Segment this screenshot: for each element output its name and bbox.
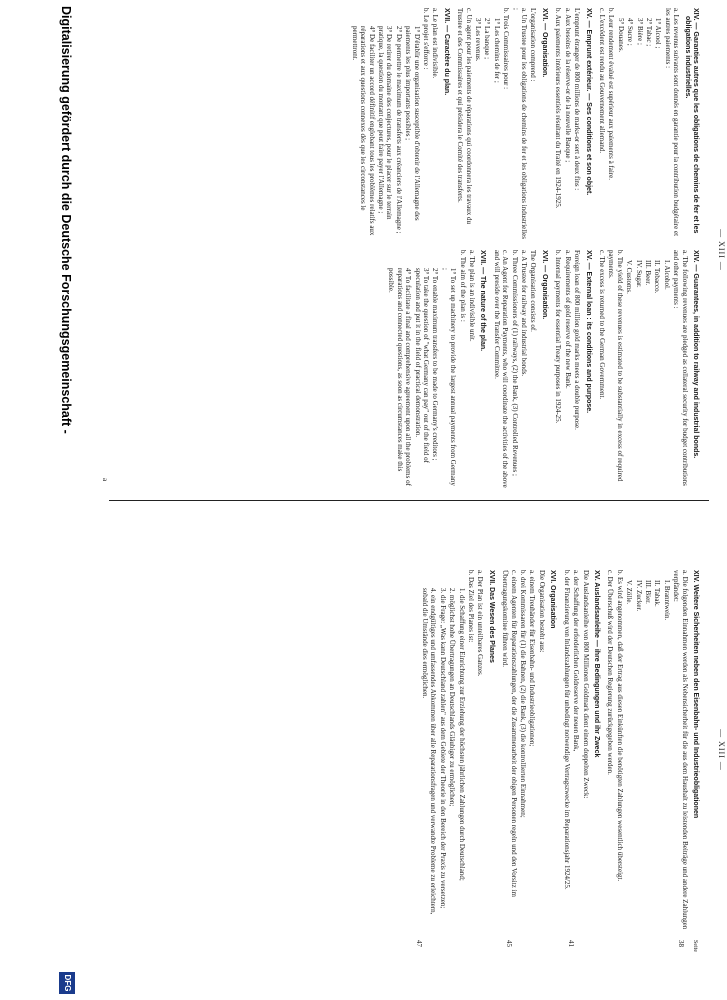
en-heading-14: XIV. — Guarantees, in addition to railway and industrial bonds. (692, 250, 699, 459)
fr-para: 4° Sucre ; (626, 18, 635, 46)
de-para: c. Der Überschuß wird der Deutschen Regierung zurückgegeben werden. (606, 570, 615, 775)
upper-half-fr-en (87, 0, 727, 500)
en-para: b. Internal payments for essential Treaty purposes in 1924-25. (554, 250, 563, 424)
fr-para: 3° De retirer du domaine des conjectures, pour le placer sur le terrain pratique, la question du montant que peut faire payer l'Allemagne ; (377, 26, 394, 220)
de-para: III. Bier. (643, 580, 652, 604)
page-reference-column (415, 940, 699, 990)
en-para: 2° To enable maximum transfers to be made to Germany's creditors ; (431, 268, 440, 461)
de-section-14 (606, 570, 699, 930)
de-section-16 (501, 570, 556, 930)
fr-para: 3° Bière ; (635, 18, 644, 45)
en-para: 3° To take the question of "what Germany can pay" out of the field of speculation and put it in the field of practical demonstration. (413, 268, 431, 463)
dfg-logo-icon: DFG (59, 972, 75, 994)
en-heading-16: XVI. — Organisation. (540, 250, 548, 320)
de-heading-17: XVII. Das Wesen des Planes (487, 570, 495, 663)
fr-para: L'organisation comprend : (529, 8, 538, 82)
fr-heading-17: XVII. — Caractère du plan. (442, 8, 450, 96)
fr-para: b. Leur rendement évalué est supérieur aux paiements à faire. (607, 8, 616, 181)
fr-section-15 (554, 8, 592, 240)
de-para: 3. die Frage: „Was kann Deutschland zahlen" aus dem Gebiete der Theorie in den Bereich der Praxis zu versetzen; (438, 588, 447, 909)
de-para: a. Die folgenden Einnahmen werden als Nebensicherheit für die aus dem Haushalt zu leistenden Beiträge und andere Zahlungen verpfändet: (672, 570, 689, 930)
en-section-15 (554, 250, 592, 488)
fr-para: a. Aux besoins de la réserve-or de la nouvelle Banque ; (563, 8, 572, 163)
de-para: a. einem Treuhänder für Eisenbahn- und Industrieobligationen; (528, 570, 537, 747)
en-para: c. The excess is returned to the German Government. (597, 250, 606, 400)
fr-section-14 (598, 8, 699, 240)
en-para: a. A Trustee for railway and industrial bonds. (520, 250, 529, 377)
fr-para: 4° De faciliter un accord définitif englobant tous les problèmes relatifs aux réparations et aux questions connexes dès que les circonstances le permettront. (350, 26, 376, 236)
fr-para: c. L'excédent est rendu au Gouvernement allemand. (597, 8, 606, 154)
fr-para: 1° Alcool ; (654, 18, 663, 49)
page-number-lower: — XIII — (717, 729, 726, 771)
de-para: b. drei Kommissaren für (1) die Bahnen, (2) die Bank, (3) die kontrollierten Einnahmen; (519, 570, 528, 818)
digitization-footer (53, 0, 79, 1000)
de-para: a. Der Plan ist ein unteilbares Ganzes. (476, 570, 485, 677)
en-para: 1° To set up machinery to provide the largest annual payments from Germany ; (440, 268, 458, 486)
de-section-17 (421, 570, 495, 930)
de-para: b. Es wird angenommen, daß der Ertrag aus diesen Einkünften die benötigten Zahlungen wesentlich übersteigt. (615, 570, 624, 882)
corner-mark: a (101, 478, 109, 482)
fr-para: a. Les revenus suivants sont donnés en garantie pour la contribution budgétaire et les autres paiements : (663, 8, 681, 237)
fr-para: a. Le plan est indivisible. (431, 8, 440, 79)
fr-para: b. Le projet s'efforce : (422, 8, 431, 70)
en-para: I. Alcohol. (662, 260, 671, 290)
fr-para: 2° De permettre le maximum de transferts aux créanciers de l'Allemagne ; (394, 26, 403, 234)
de-para: V. Zölle. (625, 580, 634, 605)
en-para: b. Three Commissioners of (1) railways, (2) the Bank, (3) Controlled Revenues ; (510, 250, 519, 476)
page-ref-47: 47 (415, 940, 423, 947)
page-number-upper: — XIII — (717, 229, 726, 271)
en-para: Foreign loan of 800 million gold marks meets a double purpose. (573, 250, 582, 430)
fr-para: 2° Tabac ; (644, 18, 653, 47)
en-para: III. Beer. (643, 260, 652, 286)
de-para: 4. ein endgültiges und umfassendes Abkommen über alle Reparationsfragen und verwandte Probleme zu erleichtern, sobald die Umstände dies ermöglichen. (421, 588, 438, 915)
en-para: a. Requirements of gold reserve of the new Bank. (563, 250, 572, 389)
fr-para: 1° Les chemins de fer ; (492, 18, 501, 83)
fr-section-16 (456, 8, 548, 240)
en-para: 4° To facilitate a final and comprehensive agreement upon all the problems of reparations and connected questions, as soon as circumstances make this possible. (387, 268, 413, 486)
en-para: b. The aim of the plan is : (458, 250, 467, 322)
fr-para: 2° La banque ; (483, 18, 492, 60)
de-para: b. Das Ziel des Planes ist: (467, 570, 476, 643)
german-column (415, 570, 699, 930)
seite-label: Seite (692, 940, 698, 952)
page-ref-45: 45 (505, 940, 513, 947)
en-section-14 (598, 250, 699, 488)
en-para: a. The following revenues are pledged as collateral security for budget contributions and other payments : (672, 250, 689, 486)
en-heading-17: XVII. — The nature of the plan. (479, 250, 487, 352)
de-heading-15: XV. Auslandsanleihe — ihre Bedingungen und ihr Zweck (592, 570, 600, 758)
en-section-16 (492, 250, 547, 488)
de-para: 2. möglichst hohe Übertragungen an Deutschlands Gläubiger zu ermöglichen; (448, 588, 457, 807)
footer-text: Digitalisierung gefördert durch die Deutsche Forschungsgemeinschaft - (59, 6, 73, 434)
fr-para: 5° Douanes. (616, 18, 625, 53)
fr-section-17 (350, 8, 449, 240)
fr-para: c. Un agent pour les paiements de réparations qui coordonnera les travaux du Trustee et des Commissaires et qui présidera le Comité des transferts. (456, 8, 473, 224)
en-para: The Organisation consists of. (529, 250, 538, 332)
en-para: V. Customs. (625, 260, 634, 294)
french-column (344, 8, 699, 240)
de-heading-16: XVI. Organisation (549, 570, 557, 629)
de-section-15 (562, 570, 600, 930)
de-para: c. einem Agenten für Reparationszahlungen, der die Zusammenarbeit der obigen Personen regeln und den Vorsitz im Übertragungskomitee führen wird. (501, 570, 518, 897)
english-column (381, 250, 699, 488)
fr-para: 1° D'établir une organisation susceptible d'obtenir de l'Allemagne des paiements les plus importants possibles ; (404, 26, 421, 221)
de-para: I. Branntwein. (662, 580, 671, 621)
en-para: c. An Agent for Reparation Payments, who will coordinate the activities of the above and will preside over the Transfer Committee. (492, 250, 510, 488)
fr-para: b. Trois Commissaires pour : (502, 8, 511, 90)
fr-para: b. Aux paiements intérieurs essentiels résultant du Traité en 1924-1925. (554, 8, 563, 209)
fr-para: 3° Les revenus. (474, 18, 483, 62)
en-para: IV. Sugar. (634, 260, 643, 288)
en-section-17 (387, 250, 486, 488)
en-para: b. The yield of these revenues is estimated to be substantially in excess of required payments. (607, 250, 624, 482)
fr-heading-16: XVI. — Organisation. (540, 8, 548, 78)
de-para: a. der Schaffung der erforderlichen Goldreserve der neuen Bank, (572, 570, 581, 752)
de-para: II. Tabak. (653, 580, 662, 607)
de-para: Die Organisation besteht aus: (537, 570, 546, 653)
de-para: Die Auslandsanleihe von 800 Millionen Goldmark dient einem doppelten Zweck: (581, 570, 590, 799)
en-para: II. Tobacco. (653, 260, 662, 294)
de-heading-14: XIV. Weitere Sicherheiten neben den Eisenbahn- und Industrieobligationen (692, 570, 699, 819)
fr-para: a. Un Trustee pour les obligations de chemins de fer et les obligations industrielles ; (511, 8, 529, 239)
en-heading-15: XV. — External loan : its conditions and purpose. (584, 250, 592, 414)
de-para: 1. die Schaffung einer Einrichtung zur Erziehung der höchsten jährlichen Zahlungen durch Deutschland; (457, 588, 466, 881)
fr-heading-14: XIV. — Garanties autres que les obligations de chemins de fer et les obligations industrielles. (683, 8, 699, 234)
de-para: IV. Zucker. (634, 580, 643, 612)
page-ref-38: 38 (677, 940, 685, 947)
fr-heading-15: XV. — Emprunt extérieur. — Ses conditions et son objet. (584, 8, 592, 196)
de-para: b. der Finanzierung von Inlandszahlungen für unbedingt notwendige Vertragszwecke im Reparationsjahr 1924/25. (562, 570, 571, 890)
page-ref-41: 41 (567, 940, 575, 947)
en-para: a. The plan is an indivisible unit. (468, 250, 477, 342)
fr-para: L'emprunt étranger de 800 millions de marks-or sert à deux fins : (573, 8, 582, 191)
lower-half-de (87, 478, 727, 1000)
